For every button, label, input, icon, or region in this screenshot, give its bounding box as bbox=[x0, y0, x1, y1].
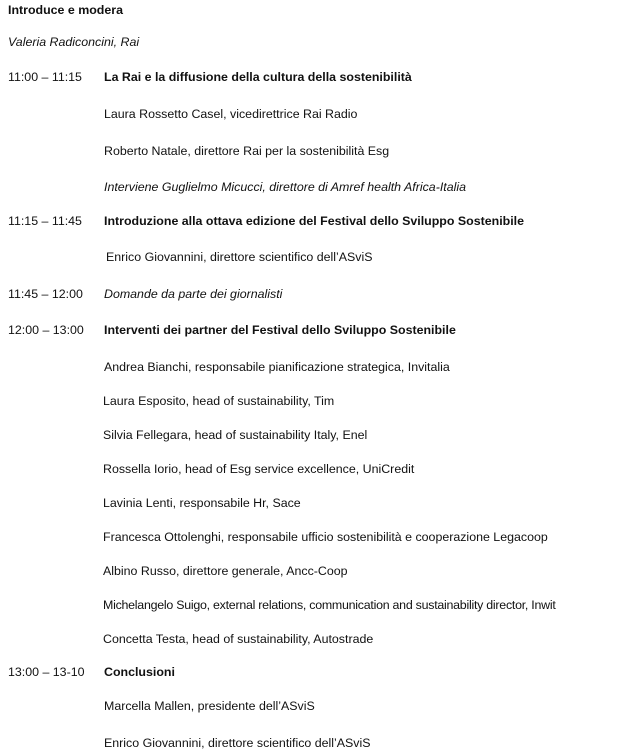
session-4-speaker-3: Silvia Fellegara, head of sustainability Italy, Enel bbox=[103, 428, 368, 442]
session-4-title: Interventi dei partner del Festival dello Sviluppo Sostenibile bbox=[104, 323, 456, 337]
session-4-time: 12:00 – 13:00 bbox=[8, 323, 84, 337]
session-5-speaker-1: Marcella Mallen, presidente dell’ASviS bbox=[104, 699, 315, 713]
session-3-time: 11:45 – 12:00 bbox=[8, 287, 83, 301]
session-1-title: La Rai e la diffusione della cultura della sostenibilità bbox=[104, 70, 412, 84]
session-1-speaker-2: Roberto Natale, direttore Rai per la sostenibilità Esg bbox=[104, 144, 390, 158]
session-4-speaker-1: Andrea Bianchi, responsabile pianificazione strategica, Invitalia bbox=[104, 360, 450, 374]
session-1-speaker-1: Laura Rossetto Casel, vicedirettrice Rai Radio bbox=[104, 107, 358, 121]
session-5-title: Conclusioni bbox=[104, 665, 175, 679]
session-2-time: 11:15 – 11:45 bbox=[8, 214, 82, 228]
session-4-speaker-2: Laura Esposito, head of sustainability, Tim bbox=[103, 394, 335, 408]
session-4-speaker-9: Concetta Testa, head of sustainability, Autostrade bbox=[103, 632, 374, 646]
session-2-title: Introduzione alla ottava edizione del Festival dello Sviluppo Sostenibile bbox=[104, 214, 524, 228]
session-4-speaker-4: Rossella Iorio, head of Esg service excellence, UniCredit bbox=[103, 462, 415, 476]
session-4-speaker-8: Michelangelo Suigo, external relations, communication and sustainability director, Inwit bbox=[103, 598, 556, 612]
session-5-speaker-2: Enrico Giovannini, direttore scientifico dell’ASviS bbox=[104, 736, 371, 750]
session-4-speaker-6: Francesca Ottolenghi, responsabile ufficio sostenibilità e cooperazione Legacoop bbox=[103, 530, 548, 544]
session-1-speaker-3: Interviene Guglielmo Micucci, direttore di Amref health Africa-Italia bbox=[104, 180, 466, 194]
session-3-title: Domande da parte dei giornalisti bbox=[104, 287, 283, 301]
session-1-time: 11:00 – 11:15 bbox=[8, 70, 82, 84]
moderator-name: Valeria Radiconcini, Rai bbox=[8, 35, 140, 49]
session-4-speaker-5: Lavinia Lenti, responsabile Hr, Sace bbox=[103, 496, 301, 510]
session-2-speaker-1: Enrico Giovannini, direttore scientifico dell’ASviS bbox=[106, 250, 373, 264]
session-4-speaker-7: Albino Russo, direttore generale, Ancc-Coop bbox=[103, 564, 348, 578]
session-5-time: 13:00 – 13-10 bbox=[8, 665, 85, 679]
intro-heading: Introduce e modera bbox=[8, 3, 123, 17]
